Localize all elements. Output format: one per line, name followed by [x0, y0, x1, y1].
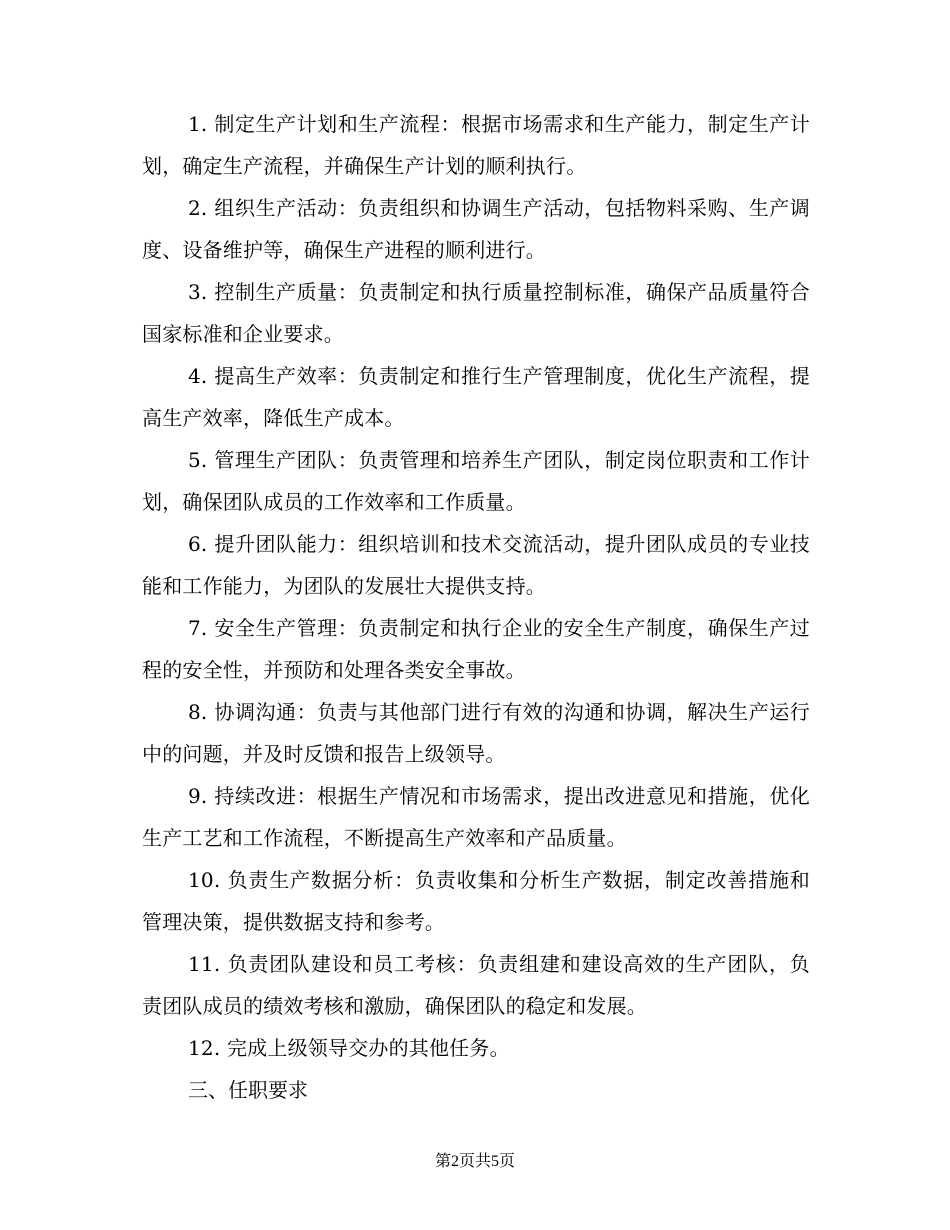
duty-item-3: 3. 控制生产质量：负责制定和执行质量控制标准，确保产品质量符合国家标准和企业要求。	[142, 280, 810, 346]
duty-item-1: 1. 制定生产计划和生产流程：根据市场需求和生产能力，制定生产计划，确定生产流程，并确保生产计划的顺利执行。	[142, 112, 810, 178]
duty-item-8: 8. 协调沟通：负责与其他部门进行有效的沟通和协调，解决生产运行中的问题，并及时反馈和报告上级领导。	[142, 700, 810, 766]
document-body	[142, 103, 810, 1111]
duty-item-7: 7. 安全生产管理：负责制定和执行企业的安全生产制度，确保生产过程的安全性，并预防和处理各类安全事故。	[142, 616, 810, 682]
duty-item-5: 5. 管理生产团队：负责管理和培养生产团队，制定岗位职责和工作计划，确保团队成员的工作效率和工作质量。	[142, 448, 810, 514]
duty-item-4: 4. 提高生产效率：负责制定和推行生产管理制度，优化生产流程，提高生产效率，降低生产成本。	[142, 364, 810, 430]
duty-item-11: 11. 负责团队建设和员工考核：负责组建和建设高效的生产团队，负责团队成员的绩效考核和激励，确保团队的稳定和发展。	[142, 952, 810, 1018]
duty-item-12: 12. 完成上级领导交办的其他任务。	[188, 1036, 510, 1060]
section-heading: 三、任职要求	[188, 1078, 308, 1102]
page-number: 第2页共5页	[434, 1153, 515, 1170]
duty-item-9: 9. 持续改进：根据生产情况和市场需求，提出改进意见和措施，优化生产工艺和工作流程，不断提高生产效率和产品质量。	[142, 784, 810, 850]
duty-item-10: 10. 负责生产数据分析：负责收集和分析生产数据，制定改善措施和管理决策，提供数据支持和参考。	[142, 868, 810, 934]
duty-item-6: 6. 提升团队能力：组织培训和技术交流活动，提升团队成员的专业技能和工作能力，为团队的发展壮大提供支持。	[142, 532, 810, 598]
duty-item-2: 2. 组织生产活动：负责组织和协调生产活动，包括物料采购、生产调度、设备维护等，确保生产进程的顺利进行。	[142, 196, 810, 262]
